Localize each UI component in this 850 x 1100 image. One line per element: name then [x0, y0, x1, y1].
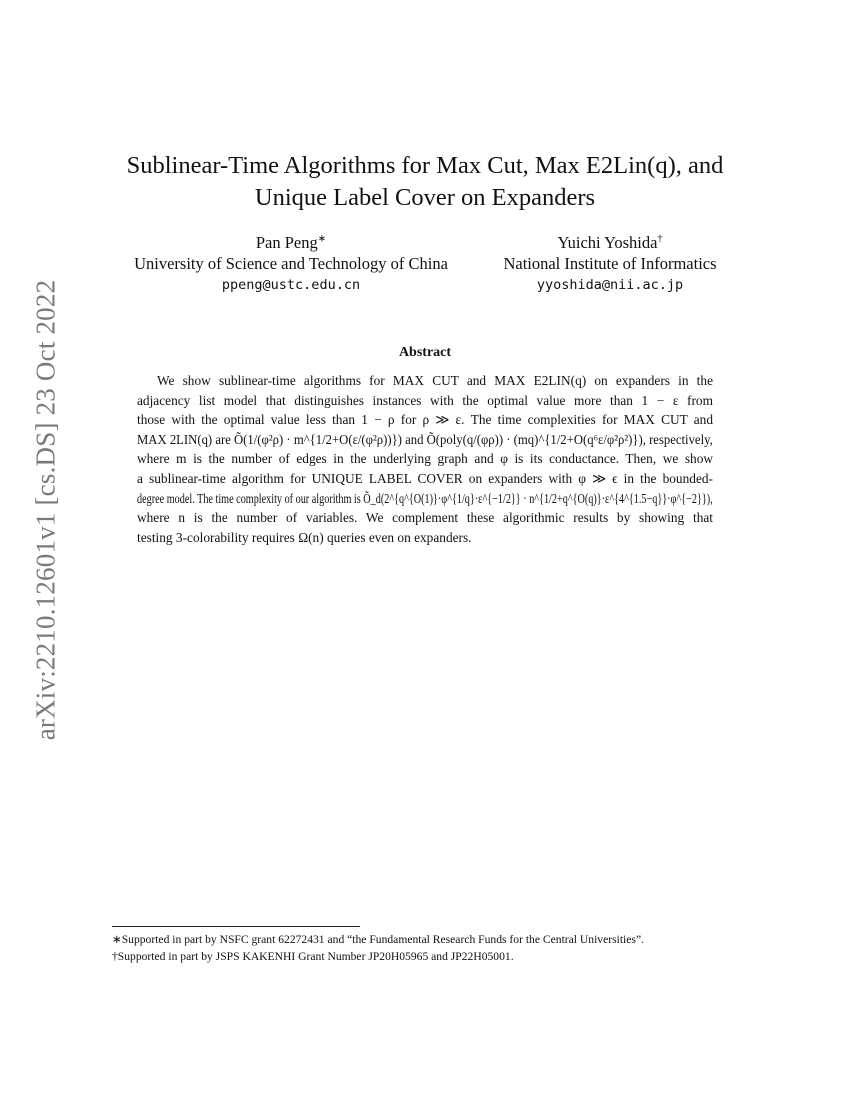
title-line-1: Sublinear-Time Algorithms for Max Cut, Max E2Lin(q), and — [126, 152, 724, 179]
abstract-line: a sublinear-time algorithm for UNIQUE LABEL COVER on expanders with φ ≫ ϵ in the bounded- — [137, 470, 713, 486]
footnotes — [112, 931, 752, 965]
author-name-text: Yuichi Yoshida — [557, 233, 658, 252]
abstract-line: those with the optimal value less than 1 − ρ for ρ ≫ ε. The time complexities for MAX CUT and — [137, 412, 713, 428]
abstract-line: MAX 2LIN(q) are Õ(1/(φ²ρ) · m^{1/2+O(ε/(φ²ρ))}) and Õ(poly(q/(φρ)) · (mq)^{1/2+O(q⁶ε/φ²ρ²)}), respectively, — [137, 431, 713, 447]
author-affiliation: University of Science and Technology of China — [134, 254, 448, 273]
author-affiliation: National Institute of Informatics — [503, 254, 717, 273]
abstract-line: adjacency list model that distinguishes instances with the optimal value more than 1 − ε from — [137, 392, 713, 408]
footnote-divider — [112, 926, 360, 927]
author-name — [100, 232, 482, 253]
author-block-1 — [100, 232, 482, 296]
author-footnote-mark: † — [657, 233, 663, 245]
abstract-line: where m is the number of edges in the underlying graph and φ is its conductance. Then, we show — [137, 451, 713, 467]
footnote-funding-2: †Supported in part by JSPS KAKENHI Grant Number JP20H05965 and JP22H05001. — [112, 950, 514, 963]
paper-title — [0, 150, 850, 214]
abstract-line: testing 3-colorability requires Ω(n) queries even on expanders. — [137, 529, 472, 545]
author-email[interactable]: ppeng@ustc.edu.cn — [221, 277, 361, 293]
author-name — [480, 232, 740, 253]
abstract-body — [137, 371, 713, 547]
footnote-funding-1: ∗Supported in part by NSFC grant 62272431 and “the Fundamental Research Funds for the Central Universities”. — [112, 933, 644, 946]
abstract-line: where n is the number of variables. We complement these algorithmic results by showing that — [137, 510, 713, 526]
author-footnote-mark: ∗ — [317, 233, 327, 245]
author-email[interactable]: yyoshida@nii.ac.jp — [536, 277, 684, 293]
author-name-text: Pan Peng — [255, 233, 318, 252]
abstract-line: degree model. The time complexity of our algorithm is Õ_d(2^{q^{O(1)}·φ^{1/q}·ε^{−1/2}} · n^{1/2+q^{O(q)}·ε^{4^{1.5−q}}·φ^{−2}}), — [137, 490, 713, 506]
arxiv-identifier-stamp: arXiv:2210.12601v1 [cs.DS] 23 Oct 2022 — [30, 279, 61, 741]
author-block-2 — [480, 232, 740, 296]
abstract-heading: Abstract — [398, 345, 452, 360]
abstract-line: We show sublinear-time algorithms for MAX CUT and MAX E2LIN(q) on expanders in the — [157, 373, 713, 388]
title-line-2: Unique Label Cover on Expanders — [254, 184, 596, 211]
